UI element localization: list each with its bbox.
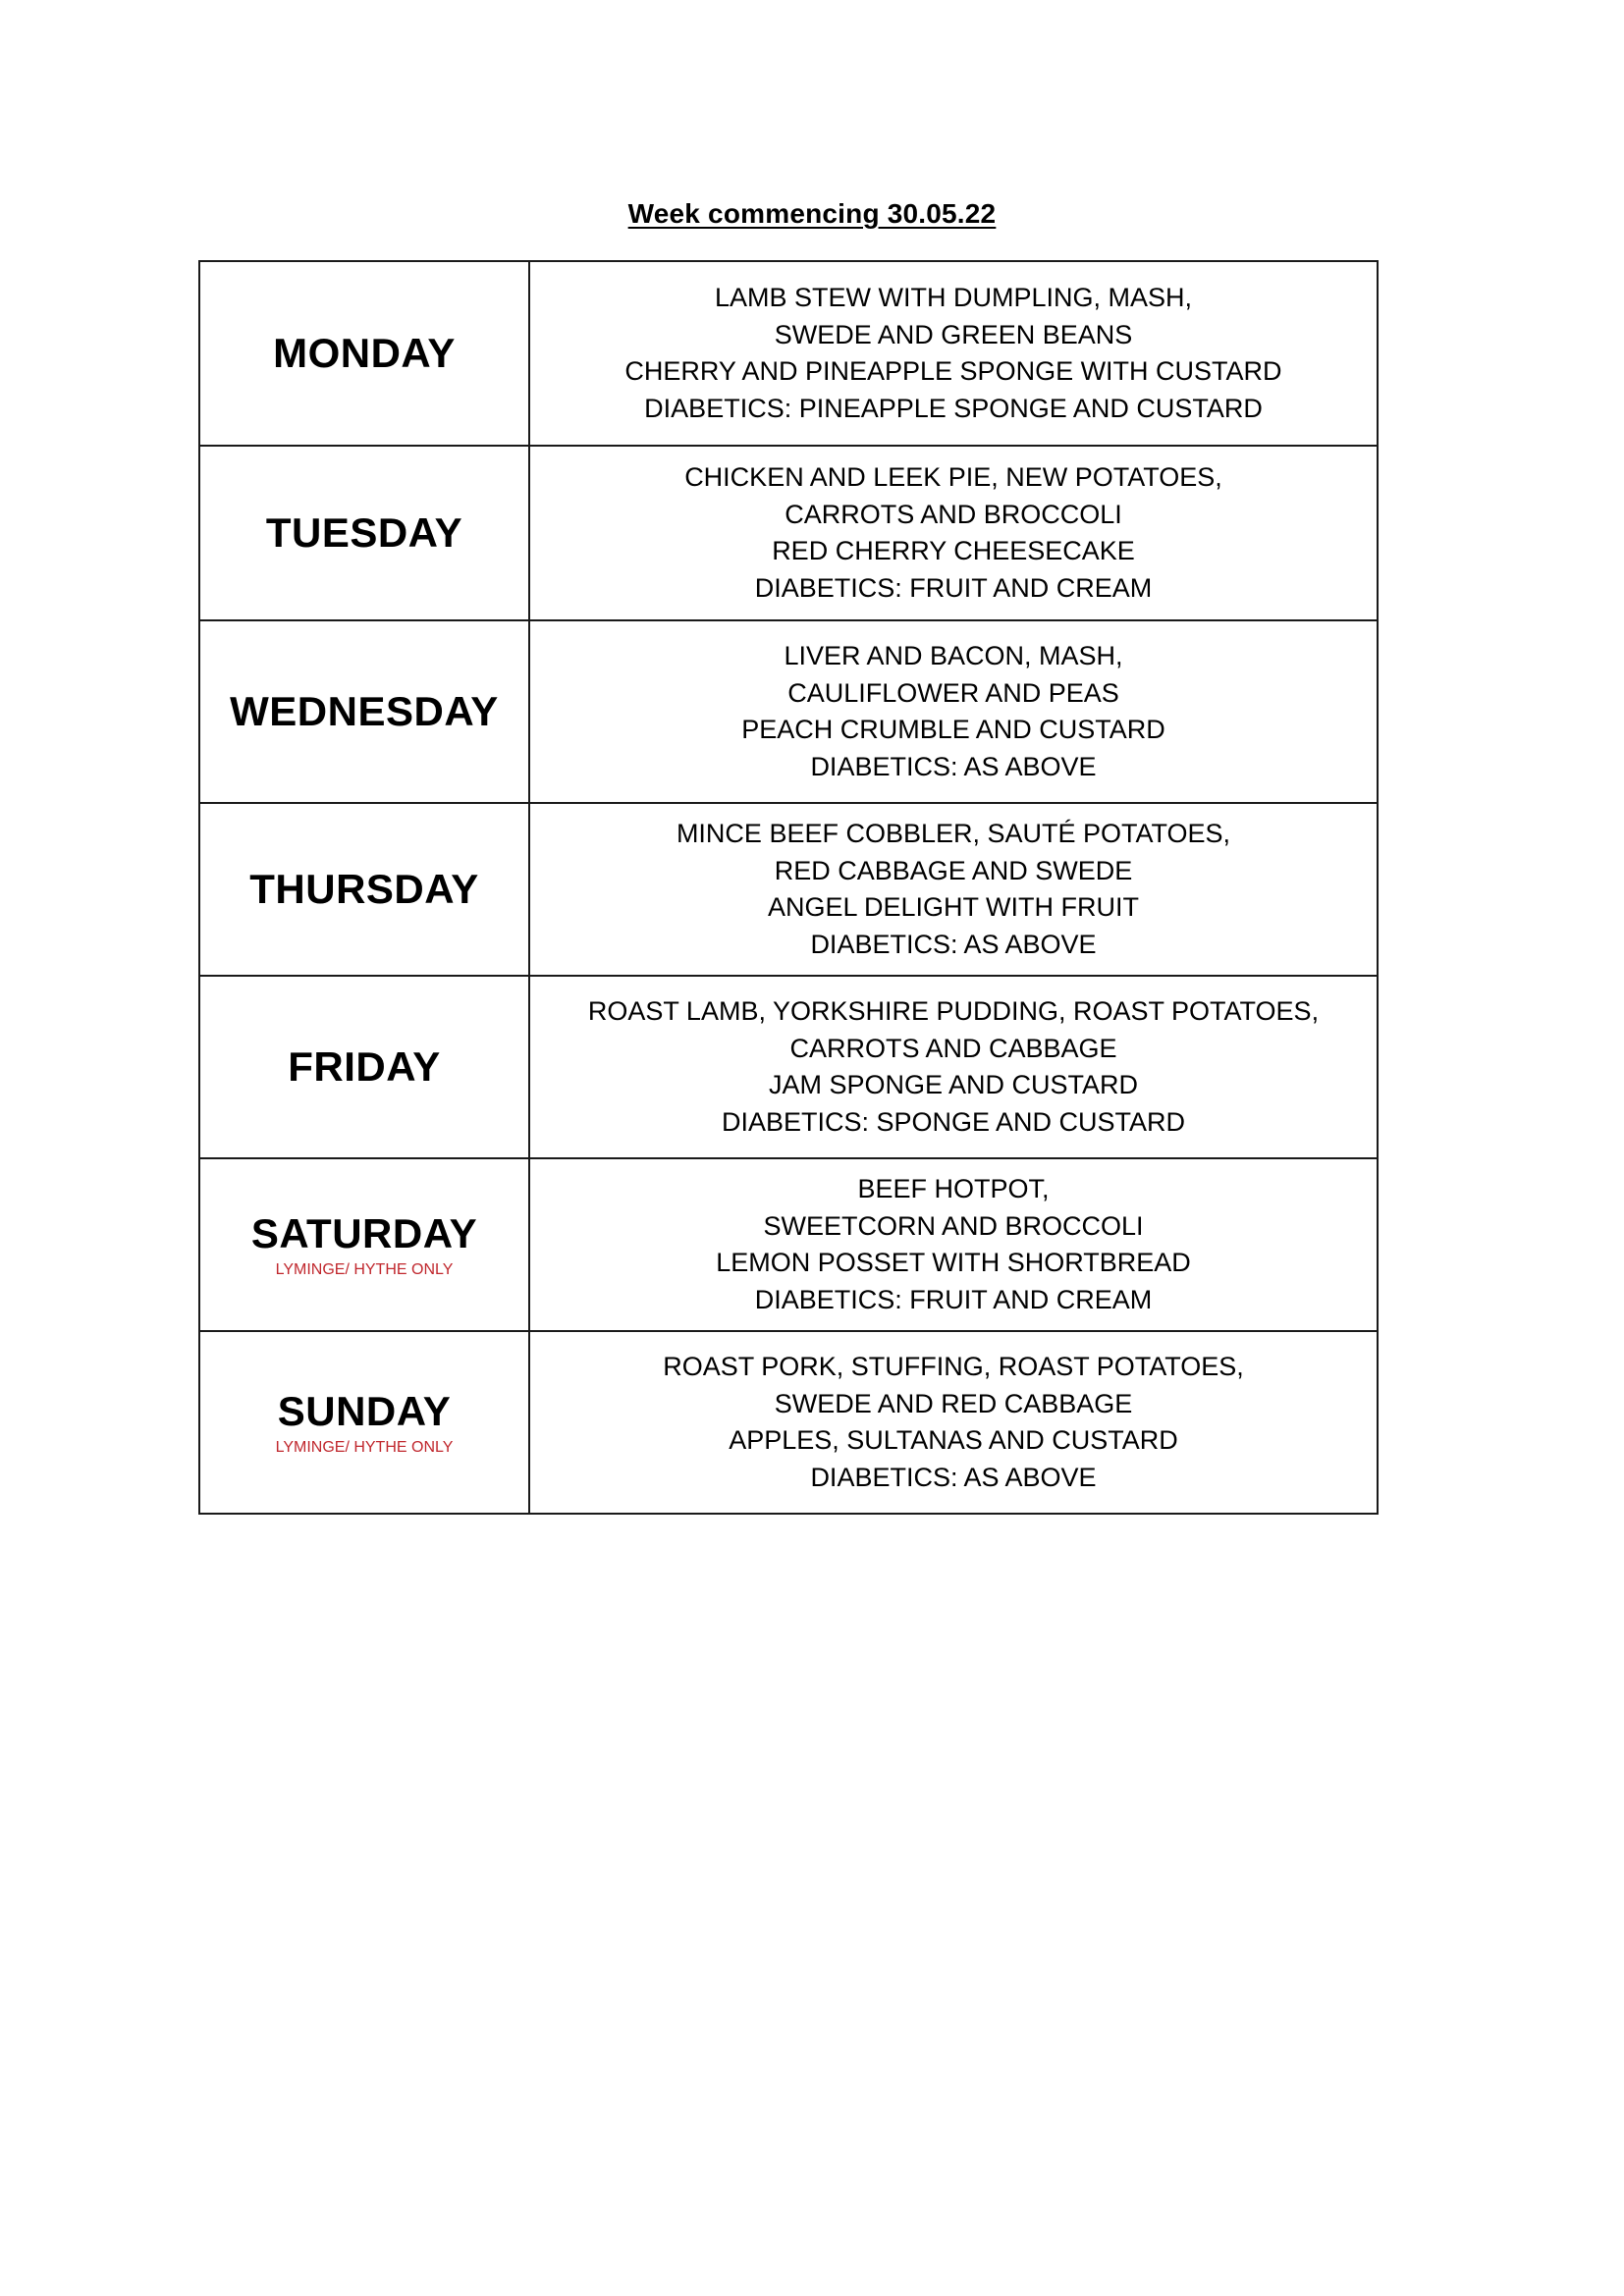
meal-line: RED CABBAGE AND SWEDE: [774, 855, 1133, 885]
meal-line: SWEETCORN AND BROCCOLI: [763, 1210, 1144, 1241]
table-row: [199, 620, 1378, 803]
meal-cell-friday: [529, 976, 1378, 1158]
day-name: FRIDAY: [288, 1043, 441, 1090]
meal-cell-wednesday: [529, 620, 1378, 803]
meal-line: APPLES, SULTANAS AND CUSTARD: [729, 1425, 1178, 1455]
day-cell-thursday: [199, 803, 529, 976]
weekly-menu-table: [198, 260, 1379, 1515]
meal-line: DIABETICS: FRUIT AND CREAM: [754, 1284, 1153, 1314]
day-name: MONDAY: [273, 330, 456, 376]
meal-line: JAM SPONGE AND CUSTARD: [768, 1070, 1139, 1099]
meal-line: CARROTS AND BROCCOLI: [785, 499, 1122, 529]
meal-cell-tuesday: [529, 446, 1378, 620]
day-cell-sunday: [199, 1331, 529, 1514]
day-name: SATURDAY: [250, 1210, 478, 1256]
meal-line: ROAST PORK, STUFFING, ROAST POTATOES,: [663, 1352, 1244, 1381]
day-cell-tuesday: [199, 446, 529, 620]
meal-cell-thursday: [529, 803, 1378, 976]
table-row: [199, 976, 1378, 1158]
day-note: LYMINGE/ HYTHE ONLY: [275, 1439, 454, 1456]
table-row: [199, 261, 1378, 446]
day-cell-wednesday: [199, 620, 529, 803]
meal-cell-sunday: [529, 1331, 1378, 1514]
meal-cell-saturday: [529, 1158, 1378, 1331]
meal-line: DIABETICS: AS ABOVE: [810, 751, 1097, 781]
meal-line: DIABETICS: SPONGE AND CUSTARD: [721, 1106, 1186, 1137]
day-name: WEDNESDAY: [230, 688, 499, 734]
meal-line: CHERRY AND PINEAPPLE SPONGE WITH CUSTARD: [624, 356, 1282, 386]
meal-line: CARROTS AND CABBAGE: [789, 1033, 1117, 1063]
meal-line: LEMON POSSET WITH SHORTBREAD: [716, 1248, 1191, 1277]
meal-line: BEEF HOTPOT,: [857, 1174, 1050, 1203]
meal-line: CAULIFLOWER AND PEAS: [787, 677, 1119, 708]
table-row: [199, 446, 1378, 620]
meal-line: DIABETICS: FRUIT AND CREAM: [754, 572, 1153, 603]
meal-line: DIABETICS: AS ABOVE: [810, 929, 1097, 959]
meal-line: RED CHERRY CHEESECAKE: [772, 536, 1135, 565]
meal-line: PEACH CRUMBLE AND CUSTARD: [741, 715, 1165, 744]
day-name: SUNDAY: [277, 1388, 452, 1434]
meal-line: SWEDE AND RED CABBAGE: [774, 1388, 1133, 1418]
day-cell-friday: [199, 976, 529, 1158]
meal-line: MINCE BEEF COBBLER, SAUTÉ POTATOES,: [676, 819, 1231, 848]
meal-line: CHICKEN AND LEEK PIE, NEW POTATOES,: [684, 462, 1222, 492]
meal-cell-monday: [529, 261, 1378, 446]
day-note: LYMINGE/ HYTHE ONLY: [275, 1261, 454, 1278]
meal-line: DIABETICS: PINEAPPLE SPONGE AND CUSTARD: [644, 393, 1263, 423]
meal-line: LAMB STEW WITH DUMPLING, MASH,: [714, 283, 1193, 312]
table-row: [199, 1331, 1378, 1514]
meal-line: DIABETICS: AS ABOVE: [810, 1462, 1097, 1492]
meal-line: LIVER AND BACON, MASH,: [784, 641, 1123, 670]
table-row: [199, 1158, 1378, 1331]
meal-line: ROAST LAMB, YORKSHIRE PUDDING, ROAST POTATOES,: [587, 996, 1320, 1026]
meal-line: SWEDE AND GREEN BEANS: [774, 319, 1133, 349]
day-name: TUESDAY: [265, 509, 463, 556]
day-cell-saturday: [199, 1158, 529, 1331]
table-row: [199, 803, 1378, 976]
meal-line: ANGEL DELIGHT WITH FRUIT: [767, 892, 1140, 922]
page-title: Week commencing 30.05.22: [627, 198, 997, 229]
day-name: THURSDAY: [249, 866, 479, 912]
day-cell-monday: [199, 261, 529, 446]
